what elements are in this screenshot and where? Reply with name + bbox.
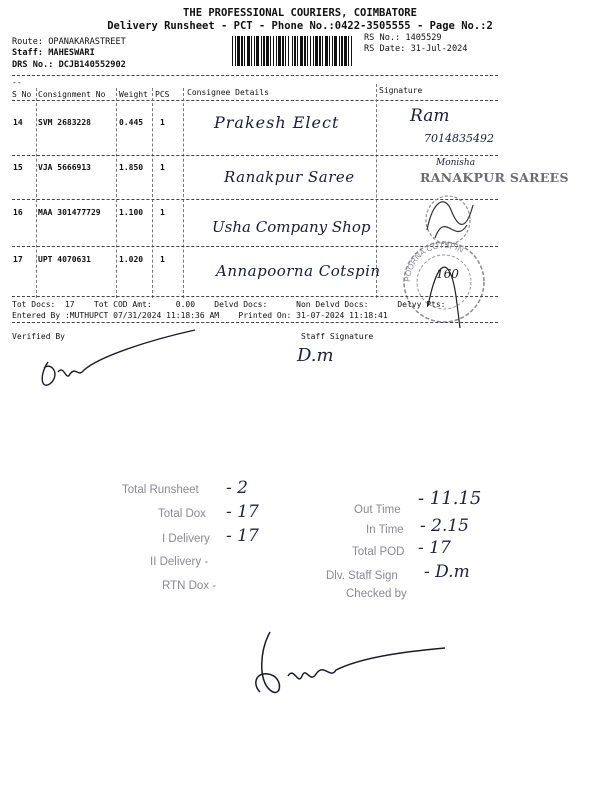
barcode (232, 36, 356, 66)
verified-by-label: Verified By (12, 332, 65, 341)
route-label: Route: OPANAKARASTREET (12, 37, 126, 47)
row-weight: 1.020 (119, 255, 144, 264)
col-divider (152, 88, 153, 298)
barcode-bar (256, 36, 259, 66)
barcode-bar (329, 36, 330, 66)
company-title: THE PROFESSIONAL COURIERS, COIMBATORE (183, 7, 417, 19)
row-signature-phone: 7014835492 (424, 132, 494, 145)
col-divider (116, 88, 117, 298)
col-sno: S No (12, 90, 32, 99)
barcode-bar (278, 36, 281, 66)
dlv-staff-sign-label: Dlv. Staff Sign (326, 570, 398, 582)
barcode-bar (334, 36, 337, 66)
barcode-bar (282, 36, 284, 66)
barcode-bar (244, 36, 245, 66)
barcode-bar (319, 36, 321, 66)
barcode-bar (254, 36, 255, 66)
round-stamp-text: POORNA COTSPIN (402, 240, 466, 283)
entered-line: Entered By :MUTHUPCT 07/31/2024 11:18:36 AM Printed On: 31-07-2024 11:18:41 (12, 311, 388, 320)
col-consignee: Consignee Details (187, 88, 269, 97)
barcode-bar (325, 36, 328, 66)
barcode-bar (297, 36, 298, 66)
rs-number: RS No.: 1405529 (364, 33, 442, 43)
top-marks: -- (12, 78, 22, 87)
barcode-bar (310, 36, 311, 66)
summary-line: Tot Docs: 17 Tot COD Amt: 0.00 Delvd Docs: Non Delvd Docs: Delvy Pts: (12, 300, 446, 309)
divider-header (12, 100, 498, 101)
barcode-bar (276, 36, 277, 66)
round-stamp-value: 160 (436, 267, 459, 281)
row-consignment: UPT 4070631 (38, 255, 91, 264)
row-signature: Ram (410, 106, 450, 126)
ii-delivery-label: II Delivery - (150, 556, 209, 568)
col-divider (183, 88, 184, 298)
barcode-bar (307, 36, 308, 66)
row-weight: 0.445 (119, 118, 144, 127)
row-pcs: 1 (160, 255, 165, 264)
checked-by-label: Checked by (346, 588, 407, 600)
col-divider (36, 88, 37, 298)
barcode-bar (273, 36, 274, 66)
in-time-value: - 2.15 (420, 516, 469, 536)
row-consignment: VJA 5666913 (38, 163, 91, 172)
barcode-bar (348, 36, 349, 66)
staff-label: Staff: MAHESWARI (12, 48, 95, 58)
barcode-bar (266, 36, 269, 66)
dlv-staff-sign-value: - D.m (424, 562, 470, 582)
row-pcs: 1 (160, 118, 165, 127)
total-dox-value: - 17 (226, 502, 259, 522)
total-dox-label: Total Dox (158, 508, 206, 520)
barcode-bar (332, 36, 333, 66)
col-signature: Signature (379, 86, 423, 95)
barcode-bar (237, 36, 240, 66)
row-consignee: Ranakpur Saree (224, 168, 355, 186)
verified-signature (30, 322, 210, 394)
barcode-bar (263, 36, 265, 66)
barcode-bar (315, 36, 318, 66)
divider-top (12, 75, 498, 76)
row-consignee: Annapoorna Cotspin (216, 262, 381, 280)
barcode-bar (288, 36, 289, 66)
row-pcs: 1 (160, 208, 165, 217)
total-runsheet-label: Total Runsheet (122, 484, 199, 496)
barcode-bar (341, 36, 343, 66)
row-consignment: SVM 2683228 (38, 118, 91, 127)
staff-signature-label: Staff Signature (301, 332, 374, 341)
shop-stamp: RANAKPUR SAREES (420, 170, 569, 185)
barcode-bar (232, 36, 233, 66)
out-time-label: Out Time (354, 504, 401, 516)
barcode-bar (294, 36, 296, 66)
total-pod-label: Total POD (352, 546, 405, 558)
rs-date: RS Date: 31-Jul-2024 (364, 44, 468, 54)
barcode-bar (351, 36, 352, 66)
barcode-bar (235, 36, 236, 66)
row-sno: 15 (13, 163, 23, 172)
row-weight: 1.850 (119, 163, 144, 172)
i-delivery-label: I Delivery (162, 533, 210, 545)
row-sno: 17 (13, 255, 23, 264)
barcode-bar (339, 36, 340, 66)
runsheet-title: Delivery Runsheet - PCT - Phone No.:0422-3505555 - Page No.:2 (107, 20, 493, 32)
barcode-bar (285, 36, 286, 66)
row-divider (12, 155, 498, 156)
col-consignment: Consignment No (38, 90, 106, 99)
bottom-signature (240, 620, 460, 710)
row-consignee: Usha Company Shop (212, 218, 371, 236)
barcode-bar (292, 36, 293, 66)
barcode-bar (300, 36, 303, 66)
row-sno: 16 (13, 208, 23, 217)
drs-label: DRS No.: DCJB140552902 (12, 60, 126, 70)
divider-bottom (12, 296, 498, 297)
i-delivery-value: - 17 (226, 526, 259, 546)
in-time-label: In Time (366, 524, 404, 536)
total-pod-value: - 17 (418, 538, 451, 558)
row-consignee: Prakesh Elect (214, 113, 340, 132)
barcode-bar (251, 36, 252, 66)
barcode-bar (261, 36, 262, 66)
col-pcs: PCS (155, 90, 170, 99)
out-time-value: - 11.15 (418, 488, 482, 509)
staff-signature-value: D.m (297, 345, 334, 366)
round-stamp (398, 236, 490, 328)
row-signature: Monisha (436, 158, 476, 168)
total-runsheet-value: - 2 (226, 478, 248, 498)
barcode-bar (313, 36, 314, 66)
barcode-bar (304, 36, 306, 66)
barcode-bar (344, 36, 347, 66)
rtn-dox-label: RTN Dox - (162, 580, 217, 592)
row-weight: 1.100 (119, 208, 144, 217)
barcode-bar (247, 36, 250, 66)
row-sno: 14 (13, 118, 23, 127)
barcode-bar (270, 36, 271, 66)
row-consignment: MAA 301477729 (38, 208, 101, 217)
barcode-bar (322, 36, 323, 66)
col-weight: Weight (119, 90, 148, 99)
row-pcs: 1 (160, 163, 165, 172)
barcode-bar (241, 36, 243, 66)
